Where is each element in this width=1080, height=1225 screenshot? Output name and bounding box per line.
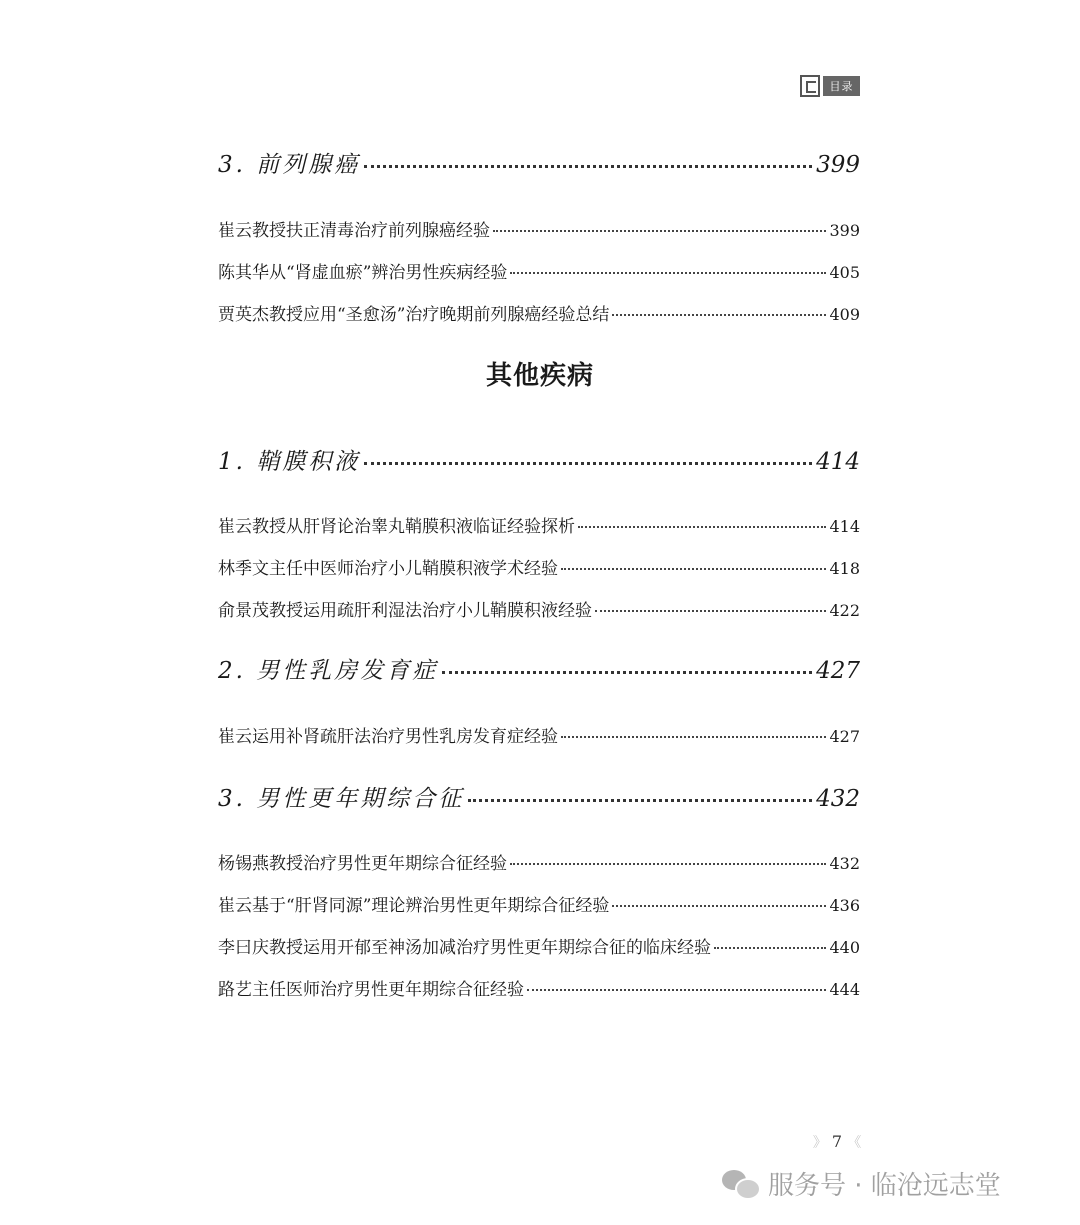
page-number xyxy=(812,1132,862,1152)
toc-entry[interactable] xyxy=(218,258,860,284)
entry-page: 440 xyxy=(829,938,860,957)
toc-entry[interactable] xyxy=(218,891,860,917)
dot-leader xyxy=(442,671,812,674)
bracket-left-icon: 》 xyxy=(812,1135,827,1151)
entry-title: 贾英杰教授应用“圣愈汤”治疗晚期前列腺癌经验总结 xyxy=(218,305,610,325)
entry-title: 崔云基于“肝肾同源”理论辨治男性更年期综合征经验 xyxy=(218,896,610,916)
dot-leader xyxy=(595,610,826,612)
toc-entry[interactable] xyxy=(218,216,860,242)
entry-title: 崔云教授从肝肾论治睾丸鞘膜积液临证经验探析 xyxy=(218,517,575,537)
entry-page: 432 xyxy=(829,854,860,873)
entry-page: 436 xyxy=(829,896,860,915)
section-page: 432 xyxy=(816,786,860,812)
toc-entry[interactable] xyxy=(218,849,860,875)
section-title: 2. 男性乳房发育症 xyxy=(218,658,439,684)
section-title: 3. 男性更年期综合征 xyxy=(218,786,465,812)
page-number-value: 7 xyxy=(831,1132,843,1151)
entry-page: 422 xyxy=(829,601,860,620)
toc-section-heading[interactable] xyxy=(218,652,860,686)
dot-leader xyxy=(612,905,826,907)
toc-entry[interactable] xyxy=(218,554,860,580)
entry-page: 427 xyxy=(829,727,860,746)
header-badge-label: 目录 xyxy=(823,76,860,96)
entry-title: 路艺主任医师治疗男性更年期综合征经验 xyxy=(218,980,524,1000)
entry-page: 418 xyxy=(829,559,860,578)
entry-page: 399 xyxy=(829,221,860,240)
toc-header-badge xyxy=(800,74,860,98)
toc-entry[interactable] xyxy=(218,975,860,1001)
dot-leader xyxy=(364,462,812,465)
entry-title: 崔云运用补肾疏肝法治疗男性乳房发育症经验 xyxy=(218,727,558,747)
part-title: 其他疾病 xyxy=(485,361,594,391)
watermark xyxy=(722,1163,1001,1203)
entry-title: 俞景茂教授运用疏肝利湿法治疗小儿鞘膜积液经验 xyxy=(218,601,592,621)
dot-leader xyxy=(527,989,826,991)
section-title: 1. 鞘膜积液 xyxy=(218,449,361,475)
meander-icon xyxy=(800,75,820,97)
section-page: 427 xyxy=(816,658,860,684)
toc-section-heading[interactable] xyxy=(218,443,860,477)
bracket-right-icon: 《 xyxy=(847,1135,862,1151)
entry-title: 崔云教授扶正清毒治疗前列腺癌经验 xyxy=(218,221,490,241)
entry-page: 444 xyxy=(829,980,860,999)
dot-leader xyxy=(493,230,826,232)
watermark-text: 服务号 · 临沧远志堂 xyxy=(768,1170,1001,1201)
dot-leader xyxy=(364,165,812,168)
dot-leader xyxy=(561,736,826,738)
section-page: 399 xyxy=(816,152,860,178)
dot-leader xyxy=(578,526,826,528)
dot-leader xyxy=(714,947,826,949)
section-title: 3. 前列腺癌 xyxy=(218,152,361,178)
entry-page: 409 xyxy=(829,305,860,324)
entry-title: 陈其华从“肾虚血瘀”辨治男性疾病经验 xyxy=(218,263,508,283)
entry-title: 李曰庆教授运用开郁至神汤加减治疗男性更年期综合征的临床经验 xyxy=(218,938,711,958)
toc-section-heading[interactable] xyxy=(218,146,860,180)
toc-section-heading[interactable] xyxy=(218,780,860,814)
dot-leader xyxy=(510,272,826,274)
entry-title: 杨锡燕教授治疗男性更年期综合征经验 xyxy=(218,854,507,874)
toc-entry[interactable] xyxy=(218,722,860,748)
entry-page: 414 xyxy=(829,517,860,536)
section-page: 414 xyxy=(816,449,860,475)
entry-page: 405 xyxy=(829,263,860,282)
toc-entry[interactable] xyxy=(218,300,860,326)
dot-leader xyxy=(510,863,826,865)
dot-leader xyxy=(561,568,826,570)
entry-title: 林季文主任中医师治疗小儿鞘膜积液学术经验 xyxy=(218,559,558,579)
dot-leader xyxy=(612,314,826,316)
dot-leader xyxy=(468,799,812,802)
toc-entry[interactable] xyxy=(218,512,860,538)
toc-entry[interactable] xyxy=(218,596,860,622)
toc-entry[interactable] xyxy=(218,933,860,959)
wechat-icon xyxy=(722,1168,760,1198)
